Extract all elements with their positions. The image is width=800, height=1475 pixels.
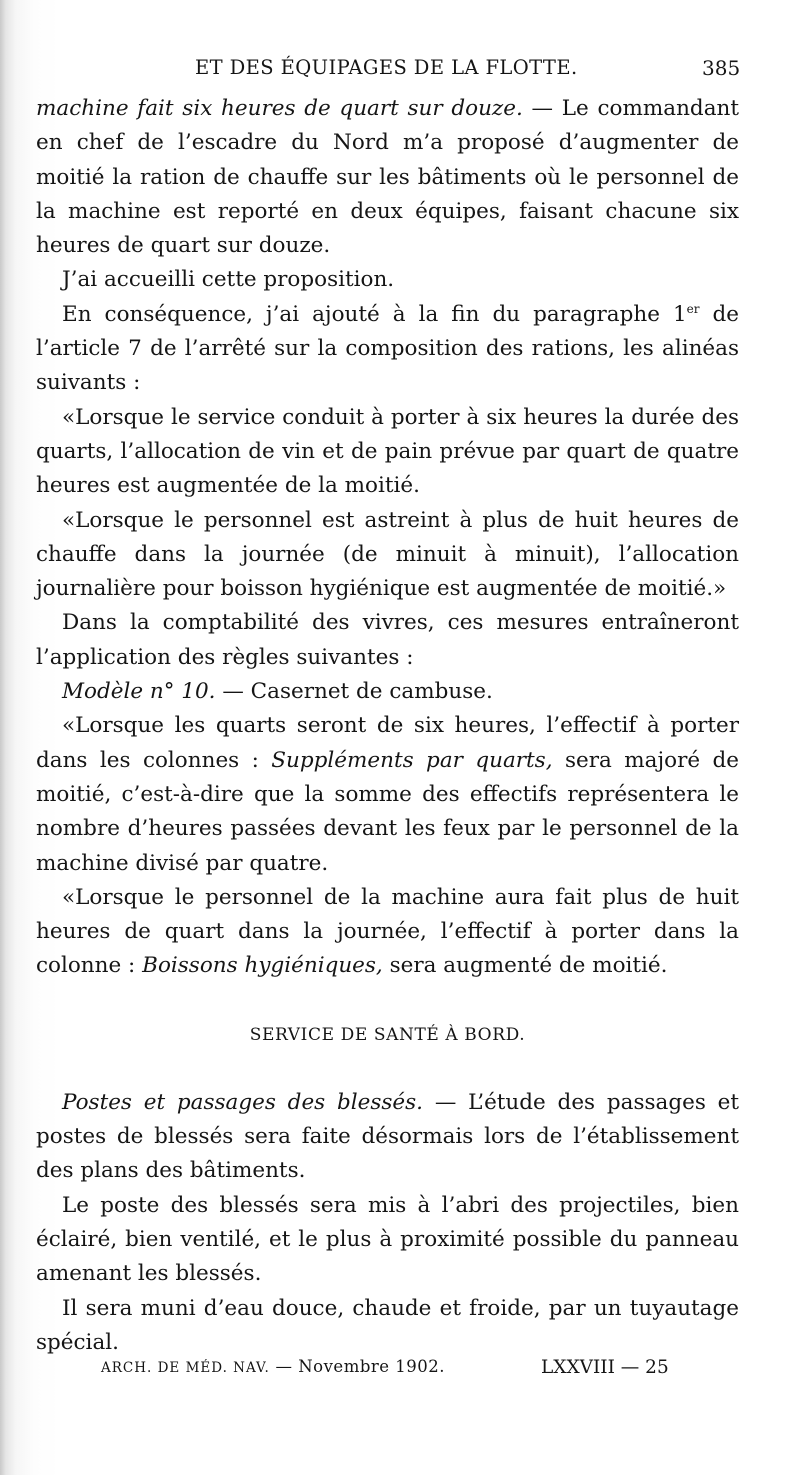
paragraph-text: En conséquence, j’ai ajouté à la fin du paragraphe 1 [62, 301, 687, 327]
paragraph [36, 606, 739, 675]
paragraph-text: de l’article 7 de l’arrêté sur la composition des rations, les alinéas suivants : [36, 301, 739, 396]
issue-date: — Novembre 1902. [269, 1357, 446, 1376]
paragraph-text: Dans la comptabilité des vivres, ces mesures entraîneront l’application des règles suivantes : [36, 610, 739, 670]
footer-journal [101, 1357, 445, 1376]
paragraph [36, 675, 739, 709]
paragraph-text: Il sera muni d’eau douce, chaude et froide, par un tuyautage spécial. [36, 1295, 739, 1355]
page-header [0, 56, 800, 88]
running-title: ET DES ÉQUIPAGES DE LA FLOTTE. [195, 56, 578, 79]
body-text [36, 92, 739, 1360]
journal-name: ARCH. DE MÉD. NAV. [101, 1360, 270, 1376]
paragraph [36, 504, 739, 607]
paragraph-text: Le poste des blessés sera mis à l’abri des projectiles, bien éclairé, bien ventilé, et le plus à proximité possible du panneau amenant les blessés. [36, 1192, 739, 1287]
paragraph [36, 1292, 739, 1361]
paragraph [36, 709, 739, 880]
paragraph-text: «Lorsque le personnel est astreint à plus de huit heures de chauffe dans la journée (de minuit à minuit), l’allocation journalière pour boisson hygiénique est augmentée de moitié.» [36, 507, 739, 602]
paragraph-text: J’ai accueilli cette proposition. [62, 267, 395, 293]
paragraph-text: «Lorsque le service conduit à porter à six heures la durée des quarts, l’allocation de vin et de pain prévue par quart de quatre heures est augmentée de la moitié. [36, 404, 739, 499]
paragraph-text: — Le commandant en chef de l’escadre du Nord m’a proposé d’augmenter de moitié la ration de chauffe sur les bâtiments où le personnel de la machine est reporté en deux équipes, faisant chacune six heures de quart sur douze. [36, 96, 739, 259]
superscript: er [686, 301, 700, 316]
paragraph [36, 92, 739, 263]
paragraph-text: «Lorsque les quarts seront de six heures, l’effectif à porter dans les colonnes : [36, 713, 739, 773]
column-name: Suppléments par quarts, [271, 747, 553, 773]
page-number: 385 [702, 56, 741, 80]
column-name: Boissons hygiéniques, [142, 953, 383, 979]
paragraph [36, 1189, 739, 1292]
page-footer [0, 1357, 800, 1387]
paragraph [36, 881, 739, 984]
section-title: SERVICE DE SANTÉ À BORD. [249, 1024, 526, 1045]
paragraph-text: sera majoré de moitié, c’est-à-dire que la somme des effectifs représentera le nombre d’heures passées devant les feux par le personnel de la machine divisé par quatre. [36, 747, 739, 876]
paragraph-lead: machine fait six heures de quart sur douze. [36, 96, 523, 121]
footer-signature: LXXVIII — 25 [541, 1357, 669, 1378]
paragraph [36, 1086, 739, 1189]
paragraph-text: sera augmenté de moitié. [382, 953, 668, 979]
paragraph-lead: Modèle n° 10. [62, 679, 216, 705]
paragraph-text: «Lorsque le personnel de la machine aura fait plus de huit heures de quart dans la journée, l’effectif à porter dans la colonne : [36, 884, 739, 979]
paragraph [36, 263, 739, 297]
paragraph [36, 298, 739, 401]
paragraph-lead: Postes et passages des blessés. [62, 1089, 424, 1115]
paragraph-text: — Casernet de cambuse. [215, 679, 493, 705]
paragraph-text: — L’étude des passages et postes de blessés sera faite désormais lors de l’établissement des plans des bâtiments. [36, 1089, 740, 1184]
paragraph [36, 401, 739, 504]
